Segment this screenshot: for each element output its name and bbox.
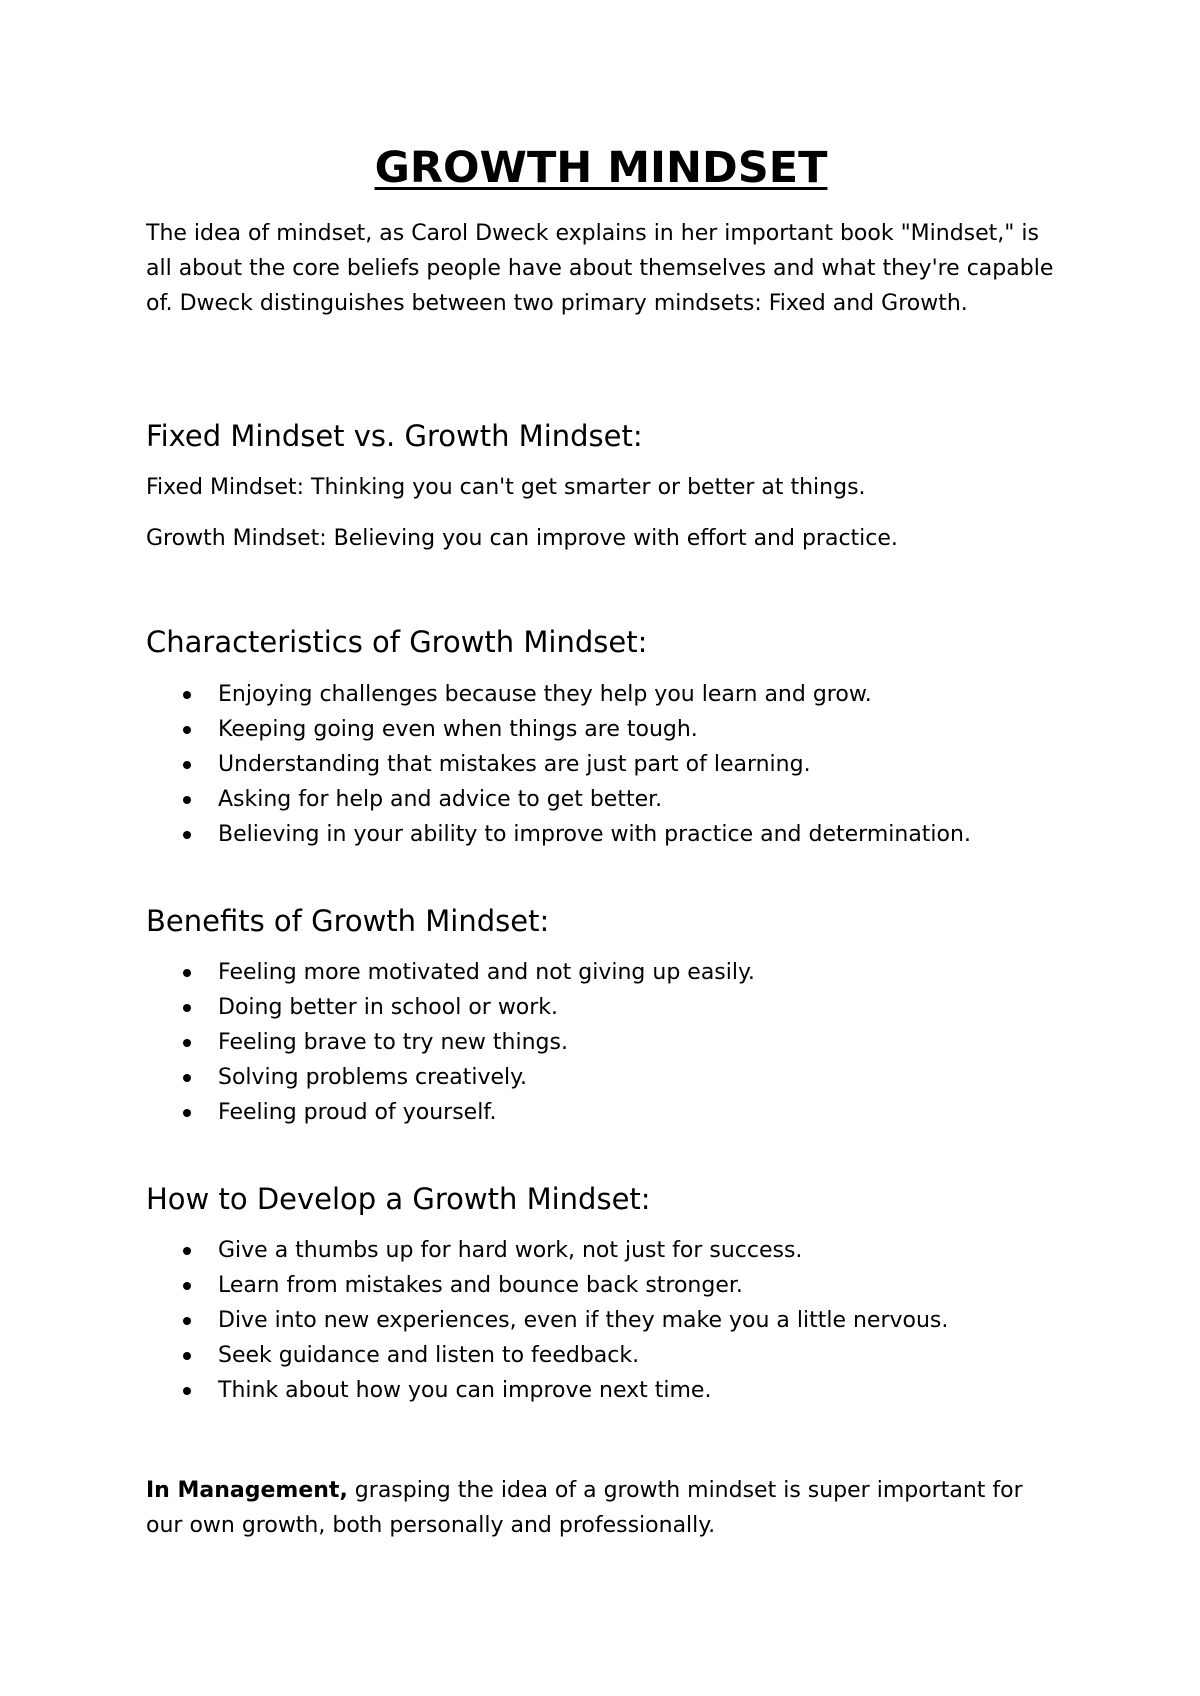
intro-paragraph: The idea of mindset, as Carol Dweck explains in her important book "Mindset," is all about the core beliefs people have about themselves and what they're capable of. Dweck distinguishes between two primary mindsets: Fixed and Growth. <box>146 221 1054 316</box>
bullet-icon <box>183 761 191 769</box>
closing-bold-lead: In Management, <box>146 1478 348 1503</box>
list-item <box>146 990 755 1025</box>
benefits-list <box>146 955 755 1130</box>
list-item <box>146 1373 948 1408</box>
list-item <box>146 712 971 747</box>
bullet-icon <box>183 1317 191 1325</box>
closing-text: grasping the idea of a growth mindset is super important for our own growth, both personally and professionally. <box>146 1478 1023 1538</box>
list-item-text: Feeling proud of yourself. <box>218 1100 497 1125</box>
develop-list <box>146 1233 948 1408</box>
bullet-icon <box>183 1004 191 1012</box>
list-item <box>146 747 971 782</box>
bullet-icon <box>183 831 191 839</box>
list-item-text: Asking for help and advice to get better. <box>218 787 663 812</box>
list-item <box>146 955 755 990</box>
list-item-text: Give a thumbs up for hard work, not just for success. <box>218 1238 803 1263</box>
list-item-text: Feeling more motivated and not giving up easily. <box>218 960 755 985</box>
growth-mindset-definition: Growth Mindset: Believing you can improve with effort and practice. <box>146 526 898 551</box>
develop-heading: How to Develop a Growth Mindset: <box>146 1182 651 1216</box>
characteristics-list <box>146 677 971 852</box>
bullet-icon <box>183 1387 191 1395</box>
list-item <box>146 1303 948 1338</box>
list-item-text: Dive into new experiences, even if they make you a little nervous. <box>218 1308 949 1333</box>
list-item <box>146 1233 948 1268</box>
bullet-icon <box>183 1039 191 1047</box>
closing-paragraph <box>146 1473 1061 1543</box>
bullet-icon <box>183 1109 191 1117</box>
bullet-icon <box>183 1074 191 1082</box>
list-item-text: Learn from mistakes and bounce back stronger. <box>218 1273 743 1298</box>
list-item-text: Feeling brave to try new things. <box>218 1030 568 1055</box>
bullet-icon <box>183 1352 191 1360</box>
list-item <box>146 1025 755 1060</box>
list-item <box>146 817 971 852</box>
bullet-icon <box>183 691 191 699</box>
bullet-icon <box>183 1282 191 1290</box>
list-item <box>146 1268 948 1303</box>
page-title: GROWTH MINDSET <box>374 143 828 193</box>
list-item-text: Understanding that mistakes are just part of learning. <box>218 752 811 777</box>
list-item <box>146 782 971 817</box>
list-item-text: Doing better in school or work. <box>218 995 559 1020</box>
list-item <box>146 1095 755 1130</box>
list-item-text: Think about how you can improve next time. <box>218 1378 712 1403</box>
bullet-icon <box>183 796 191 804</box>
list-item-text: Believing in your ability to improve with practice and determination. <box>218 822 971 847</box>
bullet-icon <box>183 726 191 734</box>
list-item-text: Solving problems creatively. <box>218 1065 528 1090</box>
list-item <box>146 1338 948 1373</box>
benefits-heading: Benefits of Growth Mindset: <box>146 904 550 938</box>
list-item-text: Seek guidance and listen to feedback. <box>218 1343 640 1368</box>
fixed-mindset-definition: Fixed Mindset: Thinking you can't get smarter or better at things. <box>146 475 866 500</box>
list-item <box>146 677 971 712</box>
comparison-heading: Fixed Mindset vs. Growth Mindset: <box>146 419 643 453</box>
list-item <box>146 1060 755 1095</box>
bullet-icon <box>183 969 191 977</box>
list-item-text: Keeping going even when things are tough. <box>218 717 698 742</box>
characteristics-heading: Characteristics of Growth Mindset: <box>146 625 648 659</box>
list-item-text: Enjoying challenges because they help you learn and grow. <box>218 682 872 707</box>
bullet-icon <box>183 1247 191 1255</box>
